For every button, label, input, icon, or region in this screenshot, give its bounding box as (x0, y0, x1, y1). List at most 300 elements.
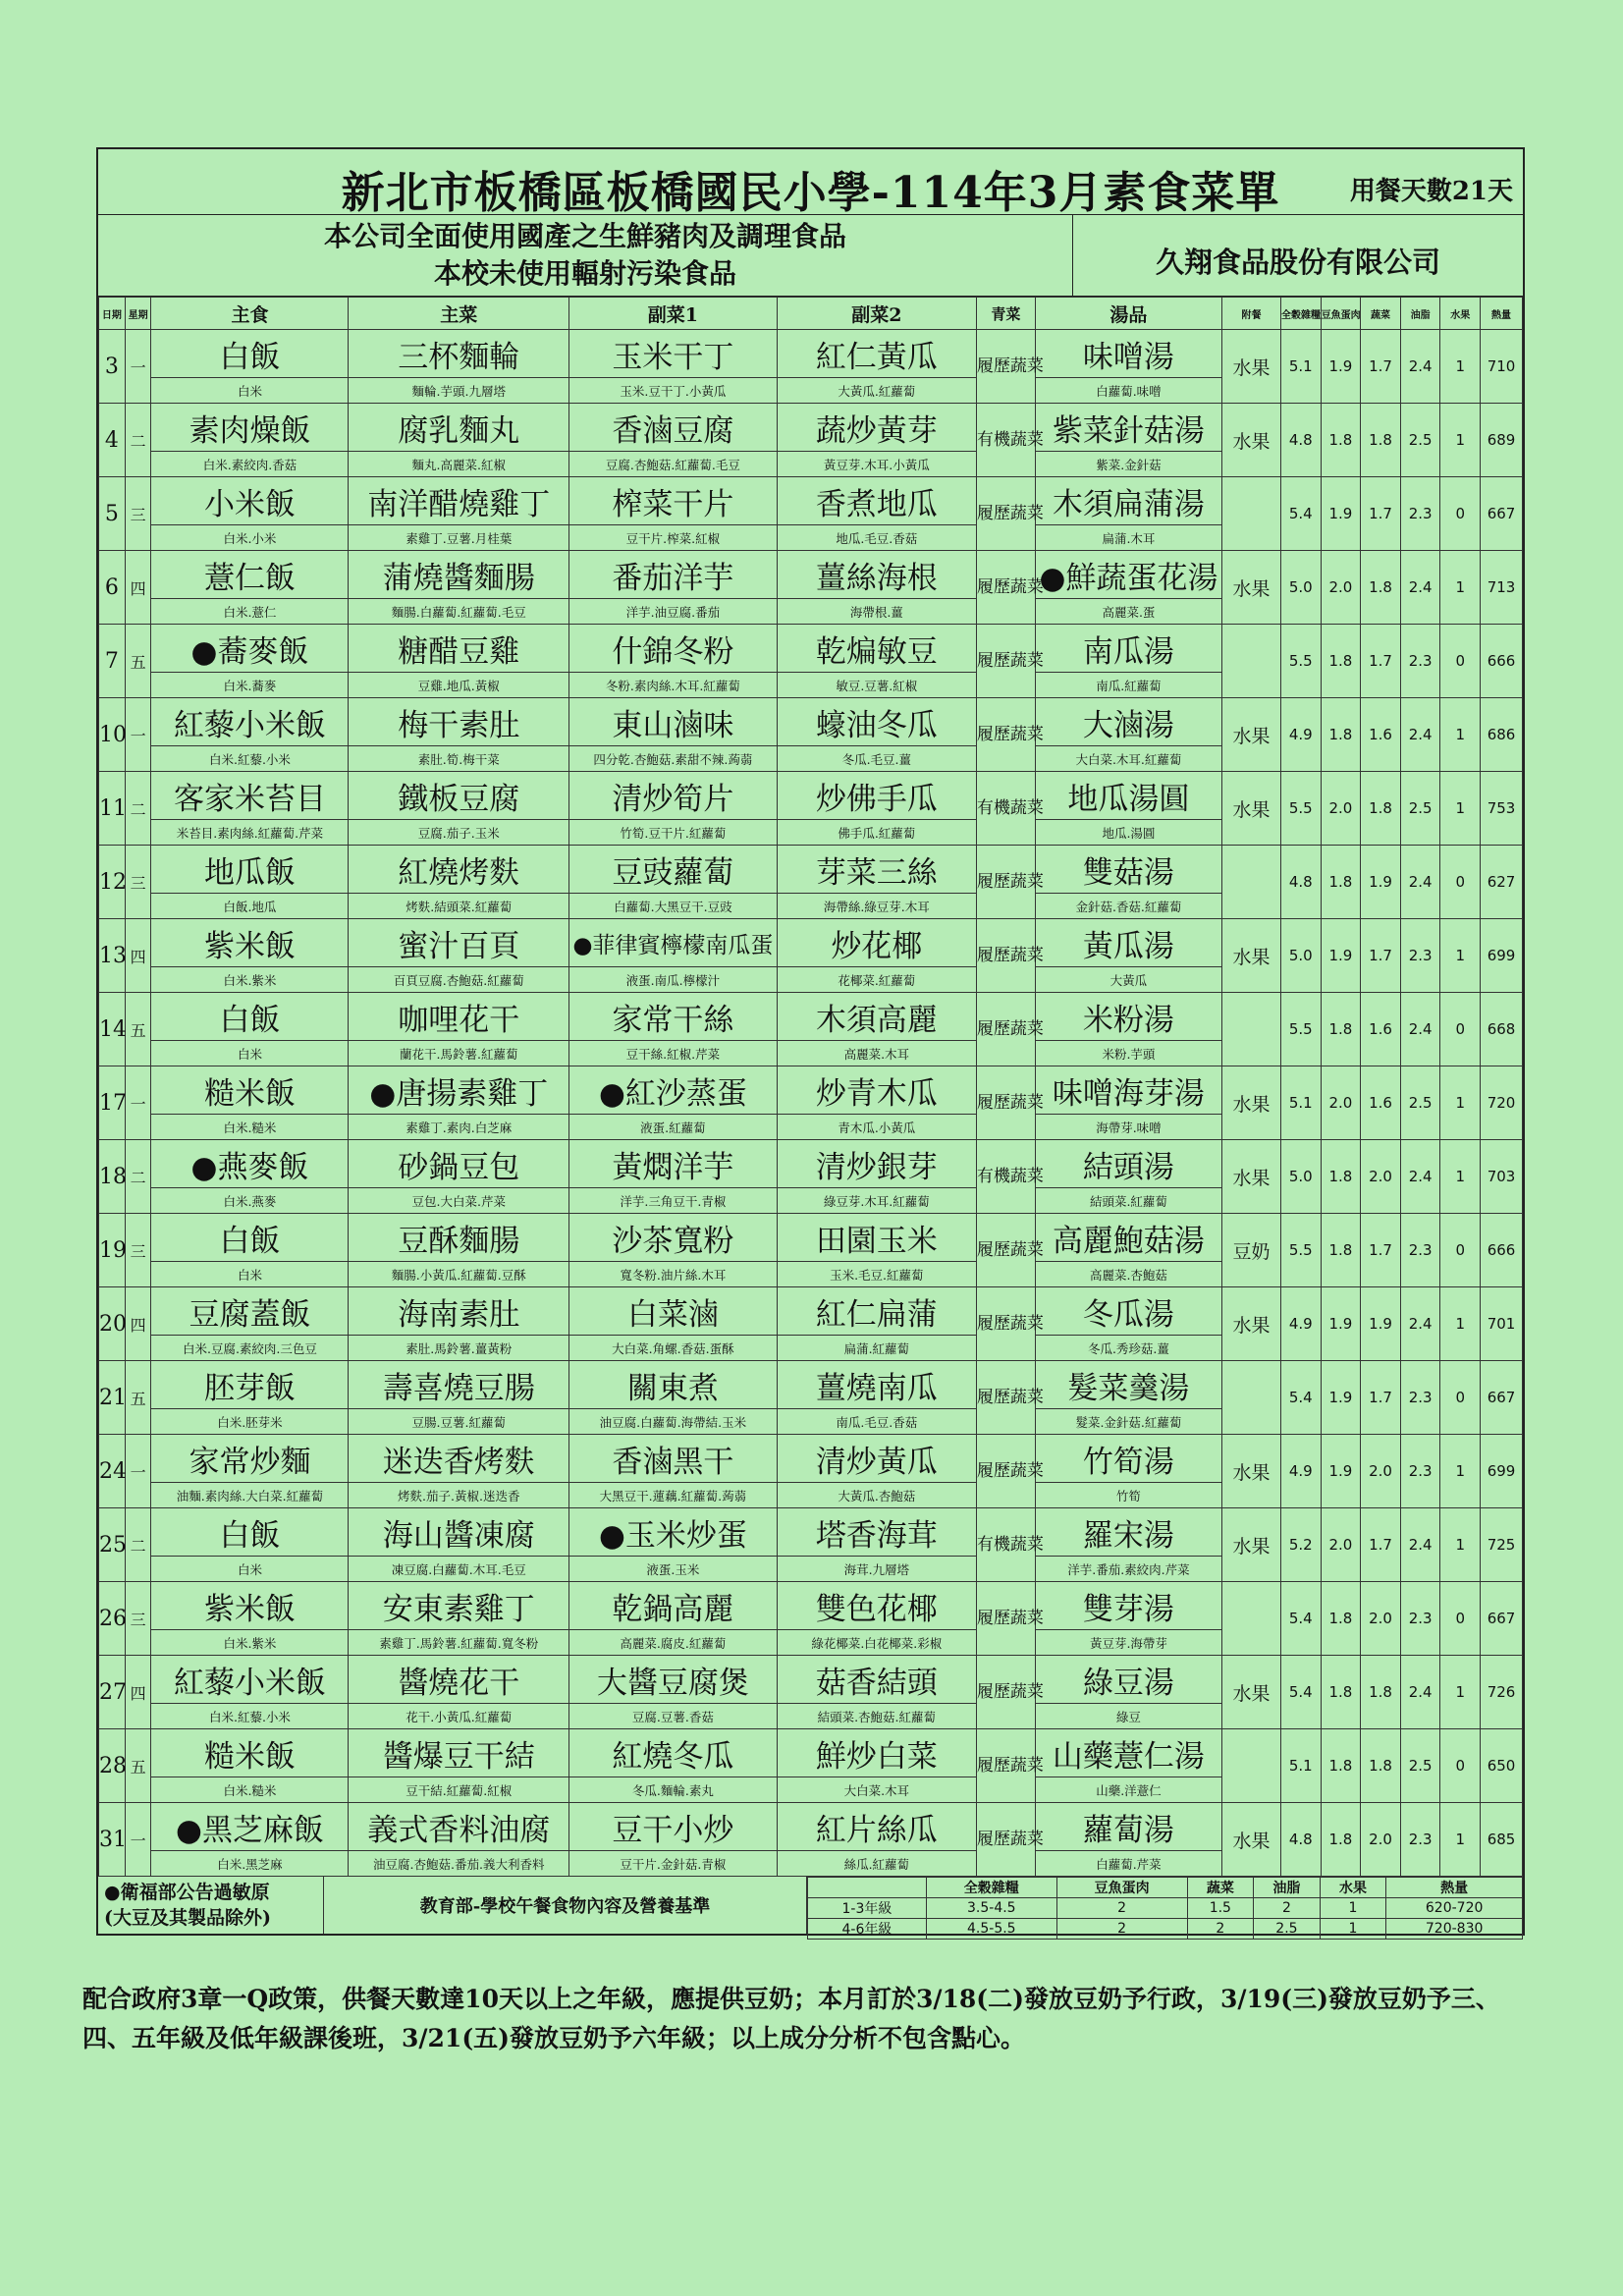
main-dish: ●唐揚素雞丁 (349, 1066, 569, 1115)
fruit-value: 0 (1440, 1361, 1481, 1435)
protein-value: 1.8 (1321, 1803, 1361, 1877)
std-cal: 720-830 (1386, 1919, 1523, 1940)
main-ingredients: 素肚.筍.梅干菜 (349, 746, 569, 772)
side2-dish: 乾煸敏豆 (777, 625, 976, 673)
grain-value: 5.1 (1280, 330, 1321, 404)
oil-value: 2.4 (1400, 330, 1440, 404)
menu-row (99, 1140, 1523, 1188)
main-ingredients: 花干.小黃瓜.紅蘿蔔 (349, 1704, 569, 1729)
side2-ingredients: 青木瓜.小黃瓜 (777, 1115, 976, 1140)
day-date: 3 (99, 330, 126, 404)
side2-dish: 清炒黃瓜 (777, 1435, 976, 1483)
menu-row (99, 993, 1523, 1041)
calorie-value: 685 (1481, 1803, 1523, 1877)
menu-sheet (96, 147, 1525, 1936)
std-grain: 3.5-4.5 (926, 1898, 1056, 1919)
oil-value: 2.3 (1400, 1361, 1440, 1435)
day-weekday: 五 (125, 1361, 151, 1435)
side1-ingredients: 大白菜.角螺.香菇.蛋酥 (569, 1336, 778, 1361)
side1-ingredients: 玉米.豆干丁.小黃瓜 (569, 378, 778, 404)
soup-ingredients: 金針菇.香菇.紅蘿蔔 (1035, 894, 1221, 919)
protein-value: 1.9 (1321, 1361, 1361, 1435)
soup-ingredients: 髮菜.金針菇.紅蘿蔔 (1035, 1409, 1221, 1435)
menu-row (99, 1656, 1523, 1704)
menu-row (99, 625, 1523, 673)
side2-dish: 紅仁扁蒲 (777, 1287, 976, 1336)
menu-row (99, 1435, 1523, 1483)
extra-item: 水果 (1222, 1508, 1281, 1582)
calorie-value: 753 (1481, 772, 1523, 846)
fruit-value: 0 (1440, 846, 1481, 919)
soup-ingredients: 高麗菜.杏鮑菇 (1035, 1262, 1221, 1287)
notices (98, 215, 1073, 296)
soup-dish: 黃瓜湯 (1035, 919, 1221, 967)
vegetable: 履歷蔬菜 (976, 993, 1035, 1066)
oil-value: 2.3 (1400, 1582, 1440, 1656)
side1-ingredients: 液蛋.紅蘿蔔 (569, 1115, 778, 1140)
col-oil: 油脂 (1400, 298, 1440, 330)
soup-ingredients: 大白菜.木耳.紅蘿蔔 (1035, 746, 1221, 772)
std-header: 油脂 (1254, 1878, 1321, 1898)
std-row (808, 1898, 1523, 1919)
soup-dish: 高麗鮑菇湯 (1035, 1214, 1221, 1262)
calorie-value: 699 (1481, 919, 1523, 993)
menu-row (99, 919, 1523, 967)
soup-dish: 雙芽湯 (1035, 1582, 1221, 1630)
std-grade: 1-3年級 (808, 1898, 927, 1919)
side1-dish: 什錦冬粉 (569, 625, 778, 673)
day-weekday: 三 (125, 846, 151, 919)
main-dish: 梅干素肚 (349, 698, 569, 746)
std-header: 蔬菜 (1187, 1878, 1254, 1898)
grain-value: 5.4 (1280, 1361, 1321, 1435)
oil-value: 2.4 (1400, 846, 1440, 919)
day-date: 21 (99, 1361, 126, 1435)
oil-value: 2.5 (1400, 1066, 1440, 1140)
day-weekday: 二 (125, 1140, 151, 1214)
side1-dish: 豆干小炒 (569, 1803, 778, 1851)
soup-dish: 綠豆湯 (1035, 1656, 1221, 1704)
side2-ingredients: 大黃瓜.紅蘿蔔 (777, 378, 976, 404)
side2-ingredients: 海帶絲.綠豆芽.木耳 (777, 894, 976, 919)
main-ingredients: 豆干結.紅蘿蔔.紅椒 (349, 1777, 569, 1803)
calorie-value: 701 (1481, 1287, 1523, 1361)
soup-dish: 雙菇湯 (1035, 846, 1221, 894)
vegetable: 履歷蔬菜 (976, 919, 1035, 993)
calorie-value: 725 (1481, 1508, 1523, 1582)
main-ingredients: 麵腸.小黃瓜.紅蘿蔔.豆酥 (349, 1262, 569, 1287)
main-dish: 蒲燒醬麵腸 (349, 551, 569, 599)
protein-value: 2.0 (1321, 551, 1361, 625)
grain-value: 4.9 (1280, 1435, 1321, 1508)
day-weekday: 二 (125, 772, 151, 846)
grain-value: 5.4 (1280, 1656, 1321, 1729)
main-dish: 義式香料油腐 (349, 1803, 569, 1851)
extra-item: 水果 (1222, 919, 1281, 993)
oil-value: 2.3 (1400, 477, 1440, 551)
staple-ingredients: 白米 (151, 1041, 349, 1066)
fruit-value: 0 (1440, 1582, 1481, 1656)
soup-ingredients: 紫菜.金針菇 (1035, 452, 1221, 477)
oil-value: 2.4 (1400, 1287, 1440, 1361)
extra-item: 水果 (1222, 404, 1281, 477)
day-date: 24 (99, 1435, 126, 1508)
side1-dish: ●玉米炒蛋 (569, 1508, 778, 1557)
std-grain: 4.5-5.5 (926, 1919, 1056, 1940)
menu-row (99, 330, 1523, 378)
side2-dish: 薑絲海根 (777, 551, 976, 599)
veg-value: 1.8 (1361, 551, 1401, 625)
side2-ingredients: 絲瓜.紅蘿蔔 (777, 1851, 976, 1877)
fruit-value: 1 (1440, 1435, 1481, 1508)
col-side1: 副菜1 (569, 298, 778, 330)
extra-item: 豆奶 (1222, 1214, 1281, 1287)
side1-ingredients: 冬粉.素肉絲.木耳.紅蘿蔔 (569, 673, 778, 698)
day-weekday: 四 (125, 1656, 151, 1729)
side1-ingredients: 竹筍.豆干片.紅蘿蔔 (569, 820, 778, 846)
soup-dish: 山藥薏仁湯 (1035, 1729, 1221, 1777)
day-date: 10 (99, 698, 126, 772)
notice-line: 本公司全面使用國產之生鮮豬肉及調理食品 (323, 220, 846, 252)
staple-ingredients: 白米.燕麥 (151, 1188, 349, 1214)
grain-value: 5.5 (1280, 993, 1321, 1066)
staple-dish: 地瓜飯 (151, 846, 349, 894)
day-weekday: 二 (125, 404, 151, 477)
side2-dish: 清炒銀芽 (777, 1140, 976, 1188)
calorie-value: 699 (1481, 1435, 1523, 1508)
side1-ingredients: 洋芋.三角豆干.青椒 (569, 1188, 778, 1214)
side2-dish: 炒青木瓜 (777, 1066, 976, 1115)
staple-dish: ●蕎麥飯 (151, 625, 349, 673)
side2-ingredients: 冬瓜.毛豆.薑 (777, 746, 976, 772)
veg-value: 1.7 (1361, 1508, 1401, 1582)
staple-ingredients: 米苔目.素肉絲.紅蘿蔔.芹菜 (151, 820, 349, 846)
side2-dish: 鮮炒白菜 (777, 1729, 976, 1777)
soup-ingredients: 高麗菜.蛋 (1035, 599, 1221, 625)
extra-item: 水果 (1222, 1066, 1281, 1140)
day-weekday: 四 (125, 919, 151, 993)
grain-value: 4.8 (1280, 404, 1321, 477)
main-ingredients: 麵輪.芋頭.九層塔 (349, 378, 569, 404)
extra-item (1222, 477, 1281, 551)
oil-value: 2.4 (1400, 993, 1440, 1066)
side1-dish: 榨菜干片 (569, 477, 778, 525)
extra-item: 水果 (1222, 330, 1281, 404)
extra-item (1222, 846, 1281, 919)
side1-ingredients: 高麗菜.腐皮.紅蘿蔔 (569, 1630, 778, 1656)
main-ingredients: 素雞丁.素肉.白芝麻 (349, 1115, 569, 1140)
protein-value: 1.8 (1321, 1214, 1361, 1287)
staple-dish: 薏仁飯 (151, 551, 349, 599)
vegetable: 履歷蔬菜 (976, 1656, 1035, 1729)
grain-value: 4.9 (1280, 698, 1321, 772)
staple-ingredients: 白米.小米 (151, 525, 349, 551)
calorie-value: 726 (1481, 1656, 1523, 1729)
menu-table (98, 297, 1523, 1877)
menu-row (99, 1214, 1523, 1262)
std-header: 豆魚蛋肉 (1056, 1878, 1187, 1898)
main-ingredients: 凍豆腐.白蘿蔔.木耳.毛豆 (349, 1557, 569, 1582)
day-weekday: 三 (125, 477, 151, 551)
calorie-value: 713 (1481, 551, 1523, 625)
grain-value: 5.5 (1280, 772, 1321, 846)
staple-dish: 豆腐蓋飯 (151, 1287, 349, 1336)
side2-dish: 蔬炒黃芽 (777, 404, 976, 452)
main-ingredients: 麵腸.白蘿蔔.紅蘿蔔.毛豆 (349, 599, 569, 625)
staple-dish: 白飯 (151, 1508, 349, 1557)
staple-ingredients: 白米.薏仁 (151, 599, 349, 625)
main-dish: 糖醋豆雞 (349, 625, 569, 673)
std-oil: 2 (1254, 1898, 1321, 1919)
calorie-value: 686 (1481, 698, 1523, 772)
soup-ingredients: 地瓜.湯圓 (1035, 820, 1221, 846)
soup-ingredients: 黃豆芽.海帶芽 (1035, 1630, 1221, 1656)
col-calories: 熱量 (1481, 298, 1523, 330)
soup-ingredients: 南瓜.紅蘿蔔 (1035, 673, 1221, 698)
menu-row (99, 698, 1523, 746)
side2-dish: 菇香結頭 (777, 1656, 976, 1704)
extra-item (1222, 1361, 1281, 1435)
main-ingredients: 豆雞.地瓜.黃椒 (349, 673, 569, 698)
staple-ingredients: 白米.糙米 (151, 1115, 349, 1140)
main-dish: 腐乳麵丸 (349, 404, 569, 452)
vegetable: 履歷蔬菜 (976, 698, 1035, 772)
std-protein: 2 (1056, 1919, 1187, 1940)
day-date: 18 (99, 1140, 126, 1214)
protein-value: 1.9 (1321, 477, 1361, 551)
fruit-value: 1 (1440, 1656, 1481, 1729)
day-weekday: 五 (125, 1729, 151, 1803)
main-dish: 南洋醋燒雞丁 (349, 477, 569, 525)
std-veg: 1.5 (1187, 1898, 1254, 1919)
staple-ingredients: 白米.糙米 (151, 1777, 349, 1803)
staple-ingredients: 白米.紅藜.小米 (151, 1704, 349, 1729)
oil-value: 2.5 (1400, 772, 1440, 846)
grain-value: 5.0 (1280, 919, 1321, 993)
soup-dish: 大滷湯 (1035, 698, 1221, 746)
grain-value: 5.2 (1280, 1508, 1321, 1582)
day-weekday: 四 (125, 1287, 151, 1361)
staple-dish: 紫米飯 (151, 1582, 349, 1630)
grain-value: 5.5 (1280, 1214, 1321, 1287)
calorie-value: 720 (1481, 1066, 1523, 1140)
grain-value: 5.0 (1280, 551, 1321, 625)
col-fruit: 水果 (1440, 298, 1481, 330)
vegetable: 履歷蔬菜 (976, 1582, 1035, 1656)
main-dish: 三杯麵輪 (349, 330, 569, 378)
calorie-value: 666 (1481, 625, 1523, 698)
col-protein: 豆魚蛋肉 (1321, 298, 1361, 330)
vegetable: 有機蔬菜 (976, 404, 1035, 477)
std-header: 熱量 (1386, 1878, 1523, 1898)
main-ingredients: 素雞丁.馬鈴薯.紅蘿蔔.寬冬粉 (349, 1630, 569, 1656)
protein-value: 1.9 (1321, 1287, 1361, 1361)
side1-ingredients: 冬瓜.麵輪.素丸 (569, 1777, 778, 1803)
vegetable: 履歷蔬菜 (976, 330, 1035, 404)
side1-ingredients: 寬冬粉.油片絲.木耳 (569, 1262, 778, 1287)
main-dish: 海山醬凍腐 (349, 1508, 569, 1557)
calorie-value: 627 (1481, 846, 1523, 919)
staple-ingredients: 白米 (151, 378, 349, 404)
grain-value: 4.9 (1280, 1287, 1321, 1361)
side1-dish: 家常干絲 (569, 993, 778, 1041)
day-date: 4 (99, 404, 126, 477)
day-weekday: 一 (125, 1435, 151, 1508)
menu-row (99, 477, 1523, 525)
extra-item: 水果 (1222, 772, 1281, 846)
veg-value: 1.7 (1361, 477, 1401, 551)
day-weekday: 一 (125, 1066, 151, 1140)
fruit-value: 0 (1440, 625, 1481, 698)
col-weekday: 星期 (125, 298, 151, 330)
extra-item (1222, 993, 1281, 1066)
side2-ingredients: 高麗菜.木耳 (777, 1041, 976, 1066)
extra-item: 水果 (1222, 551, 1281, 625)
protein-value: 1.8 (1321, 1729, 1361, 1803)
staple-dish: 紅藜小米飯 (151, 698, 349, 746)
extra-item: 水果 (1222, 1656, 1281, 1729)
side2-ingredients: 結頭菜.杏鮑菇.紅蘿蔔 (777, 1704, 976, 1729)
side2-dish: 薑燒南瓜 (777, 1361, 976, 1409)
staple-ingredients: 白米.紅藜.小米 (151, 746, 349, 772)
day-date: 13 (99, 919, 126, 993)
extra-item: 水果 (1222, 1140, 1281, 1214)
staple-ingredients: 白飯.地瓜 (151, 894, 349, 919)
soup-ingredients: 白蘿蔔.味噌 (1035, 378, 1221, 404)
staple-dish: 紅藜小米飯 (151, 1656, 349, 1704)
vegetable: 履歷蔬菜 (976, 1803, 1035, 1877)
veg-value: 2.0 (1361, 1140, 1401, 1214)
fruit-value: 0 (1440, 1729, 1481, 1803)
soup-dish: 冬瓜湯 (1035, 1287, 1221, 1336)
side1-dish: 番茄洋芋 (569, 551, 778, 599)
calorie-value: 710 (1481, 330, 1523, 404)
oil-value: 2.3 (1400, 625, 1440, 698)
side2-ingredients: 黃豆芽.木耳.小黃瓜 (777, 452, 976, 477)
staple-dish: 糙米飯 (151, 1066, 349, 1115)
col-grain: 全穀雜糧 (1280, 298, 1321, 330)
veg-value: 1.7 (1361, 919, 1401, 993)
soup-dish: 紫菜針菇湯 (1035, 404, 1221, 452)
extra-item: 水果 (1222, 698, 1281, 772)
side1-dish: 紅燒冬瓜 (569, 1729, 778, 1777)
side1-ingredients: 白蘿蔔.大黑豆干.豆豉 (569, 894, 778, 919)
fruit-value: 1 (1440, 698, 1481, 772)
extra-item: 水果 (1222, 1435, 1281, 1508)
side2-dish: 雙色花椰 (777, 1582, 976, 1630)
day-date: 28 (99, 1729, 126, 1803)
protein-value: 2.0 (1321, 1066, 1361, 1140)
fruit-value: 1 (1440, 551, 1481, 625)
side1-ingredients: 大黑豆干.蓮藕.紅蘿蔔.蒟蒻 (569, 1483, 778, 1508)
staple-ingredients: 白米.豆腐.素絞肉.三色豆 (151, 1336, 349, 1361)
oil-value: 2.3 (1400, 1214, 1440, 1287)
staple-dish: 白飯 (151, 330, 349, 378)
day-date: 14 (99, 993, 126, 1066)
staple-dish: ●燕麥飯 (151, 1140, 349, 1188)
side2-ingredients: 綠豆芽.木耳.紅蘿蔔 (777, 1188, 976, 1214)
veg-value: 1.6 (1361, 993, 1401, 1066)
veg-value: 2.0 (1361, 1582, 1401, 1656)
side1-dish: 香滷黑干 (569, 1435, 778, 1483)
menu-row (99, 1803, 1523, 1851)
fruit-value: 1 (1440, 772, 1481, 846)
col-vegnum: 蔬菜 (1361, 298, 1401, 330)
main-ingredients: 烤麩.茄子.黃椒.迷迭香 (349, 1483, 569, 1508)
day-weekday: 二 (125, 1508, 151, 1582)
col-staple: 主食 (151, 298, 349, 330)
soup-ingredients: 大黃瓜 (1035, 967, 1221, 993)
side2-ingredients: 敏豆.豆薯.紅椒 (777, 673, 976, 698)
staple-ingredients: 油麵.素肉絲.大白菜.紅蘿蔔 (151, 1483, 349, 1508)
menu-row (99, 1287, 1523, 1336)
company-name: 久翔食品股份有限公司 (1155, 246, 1440, 279)
vegetable: 履歷蔬菜 (976, 1361, 1035, 1435)
vegetable: 有機蔬菜 (976, 1140, 1035, 1214)
menu-row (99, 772, 1523, 820)
soup-dish: 蘿蔔湯 (1035, 1803, 1221, 1851)
calorie-value: 689 (1481, 404, 1523, 477)
vegetable: 履歷蔬菜 (976, 1729, 1035, 1803)
oil-value: 2.4 (1400, 551, 1440, 625)
std-grade: 4-6年級 (808, 1919, 927, 1940)
std-fruit: 1 (1320, 1898, 1386, 1919)
protein-value: 1.8 (1321, 404, 1361, 477)
main-ingredients: 豆包.大白菜.芹菜 (349, 1188, 569, 1214)
notice-line: 本校未使用輻射污染食品 (433, 257, 736, 290)
day-weekday: 一 (125, 698, 151, 772)
side1-ingredients: 豆腐.杏鮑菇.紅蘿蔔.毛豆 (569, 452, 778, 477)
side1-dish: 玉米干丁 (569, 330, 778, 378)
side1-ingredients: 油豆腐.白蘿蔔.海帶結.玉米 (569, 1409, 778, 1435)
notice-bar (98, 215, 1523, 297)
day-date: 27 (99, 1656, 126, 1729)
protein-value: 2.0 (1321, 772, 1361, 846)
oil-value: 2.4 (1400, 1656, 1440, 1729)
std-cal: 620-720 (1386, 1898, 1523, 1919)
meal-days: 用餐天數21天 (1349, 177, 1513, 206)
vegetable: 履歷蔬菜 (976, 1435, 1035, 1508)
extra-item (1222, 1582, 1281, 1656)
oil-value: 2.4 (1400, 1140, 1440, 1214)
grain-value: 5.5 (1280, 625, 1321, 698)
footer (98, 1877, 1523, 1938)
main-dish: 鐵板豆腐 (349, 772, 569, 820)
col-date: 日期 (99, 298, 126, 330)
side2-ingredients: 玉米.毛豆.紅蘿蔔 (777, 1262, 976, 1287)
day-weekday: 五 (125, 625, 151, 698)
soup-ingredients: 山藥.洋薏仁 (1035, 1777, 1221, 1803)
veg-value: 2.0 (1361, 1803, 1401, 1877)
std-veg: 2 (1187, 1919, 1254, 1940)
main-ingredients: 素雞丁.豆薯.月桂葉 (349, 525, 569, 551)
extra-item (1222, 1729, 1281, 1803)
soup-dish: 結頭湯 (1035, 1140, 1221, 1188)
std-header: 全穀雜糧 (926, 1878, 1056, 1898)
staple-dish: 胚芽飯 (151, 1361, 349, 1409)
oil-value: 2.5 (1400, 1729, 1440, 1803)
side1-dish: 大醬豆腐煲 (569, 1656, 778, 1704)
main-dish: 紅燒烤麩 (349, 846, 569, 894)
col-side2: 副菜2 (777, 298, 976, 330)
fruit-value: 1 (1440, 1066, 1481, 1140)
protein-value: 2.0 (1321, 1508, 1361, 1582)
side1-dish: 東山滷味 (569, 698, 778, 746)
fruit-value: 1 (1440, 1287, 1481, 1361)
veg-value: 1.9 (1361, 1287, 1401, 1361)
main-dish: 豆酥麵腸 (349, 1214, 569, 1262)
day-weekday: 三 (125, 1214, 151, 1287)
